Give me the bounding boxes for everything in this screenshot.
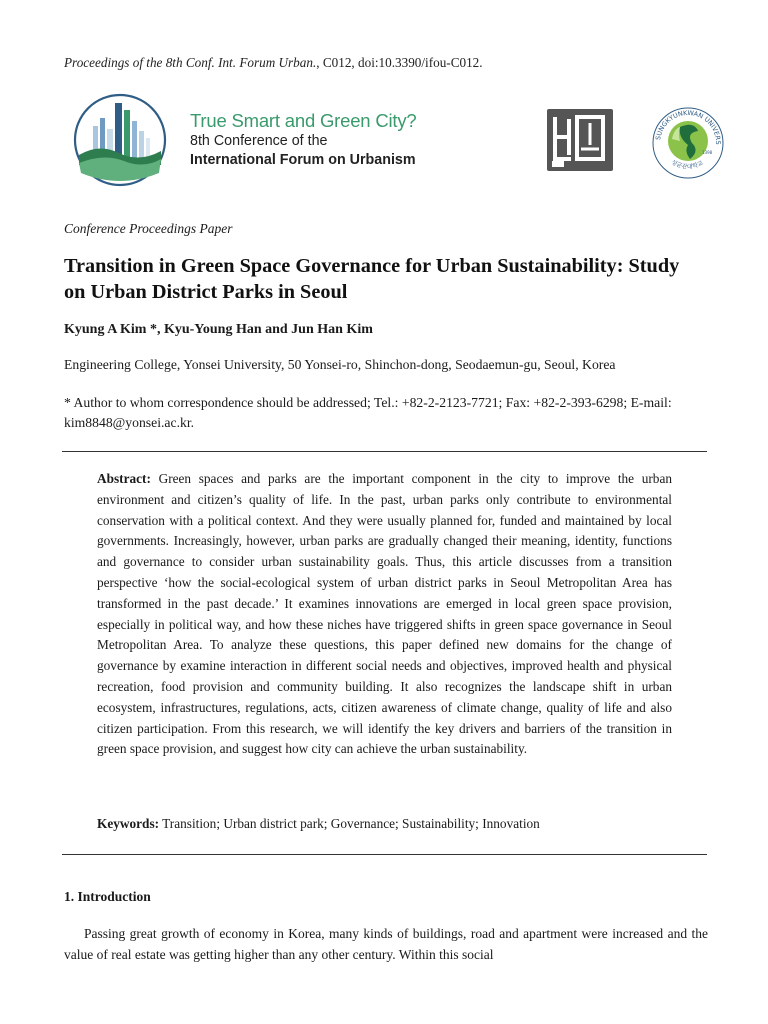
- abstract-top-divider: [62, 451, 707, 452]
- abstract-block: [97, 469, 672, 760]
- university-korean-name: 성균관대학교: [669, 158, 705, 171]
- paper-type: Conference Proceedings Paper: [64, 221, 233, 236]
- keywords-block: [97, 816, 672, 832]
- conference-forum-name: International Forum on Urbanism: [190, 152, 416, 168]
- abstract-bottom-divider: [62, 854, 707, 855]
- university-founding-year: 1398: [702, 150, 713, 155]
- paper-authors: Kyung A Kim *, Kyu-Young Han and Jun Han Kim: [64, 322, 373, 337]
- keywords-label: Keywords:: [97, 816, 160, 831]
- forum-logo: [547, 109, 613, 171]
- conference-title: True Smart and Green City?: [190, 110, 417, 131]
- university-logo: [650, 99, 726, 181]
- paper-affiliation: Engineering College, Yonsei University, 50 Yonsei-ro, Shinchon-dong, Seodaemun-gu, Seoul, Korea: [64, 357, 616, 372]
- conference-subtitle: 8th Conference of the: [190, 133, 328, 149]
- university-name: SUNGKYUNKWAN UNIVERS: [654, 108, 723, 145]
- abstract-text: Green spaces and parks are the important component in the city to improve the urban environment and citizen’s quality of life. In the past, urban parks only contribute to environmental conservation with a political context. And they were usually planned for, funded and maintained by local governments. Increasingly, however, urban parks are gradually changed their meaning, identity, functions and governance to consider urban sustainability goals. Thus, this article discusses from a transition perspective ‘how the social-ecological system of urban district parks in Seoul Metropolitan Area has transformed in the past decade.’ It examines innovations are emerged in local green space provision, especially in political way, and how these niches have triggered shifts in green space governance in Seoul Metropolitan Area. To analyze these questions, this paper defined new domains for the change of governance by examine interaction in different social needs and objectives, improved health and physical recreation, food provision and community building. It also recognizes the landscape shift in urban ecosystem, infrastructures, regulations, acts, citizen awareness of climate change, quality of life and also citizen participation. From this research, we will identify the key drivers and barriers of the transition in green space provision, and suggest how city can achieve the urban sustainability.: [97, 471, 673, 757]
- paper-title: Transition in Green Space Governance for Urban Sustainability: Study on Urban District Parks in Seoul: [64, 255, 680, 303]
- correspondence-note: * Author to whom correspondence should be addressed; Tel.: +82-2-2123-7721; Fax: +82-2-393-6298; E-mail: kim8848@yonsei.ac.kr.: [64, 395, 672, 430]
- citation-journal: Proceedings of the 8th Conf. Int. Forum Urban.: [64, 55, 317, 70]
- abstract-label: Abstract:: [97, 471, 151, 486]
- citation-line: [64, 55, 483, 71]
- conference-heading: [190, 110, 416, 170]
- introduction-heading: 1. Introduction: [64, 889, 151, 904]
- conference-logo: [69, 93, 171, 188]
- citation-doi: , C012, doi:10.3390/ifou-C012.: [316, 55, 483, 70]
- keywords-text: Transition; Urban district park; Governance; Sustainability; Innovation: [162, 816, 540, 831]
- introduction-paragraph: Passing great growth of economy in Korea, many kinds of buildings, road and apartment were increased and the value of real estate was getting higher than any other century. Within this social: [64, 926, 708, 962]
